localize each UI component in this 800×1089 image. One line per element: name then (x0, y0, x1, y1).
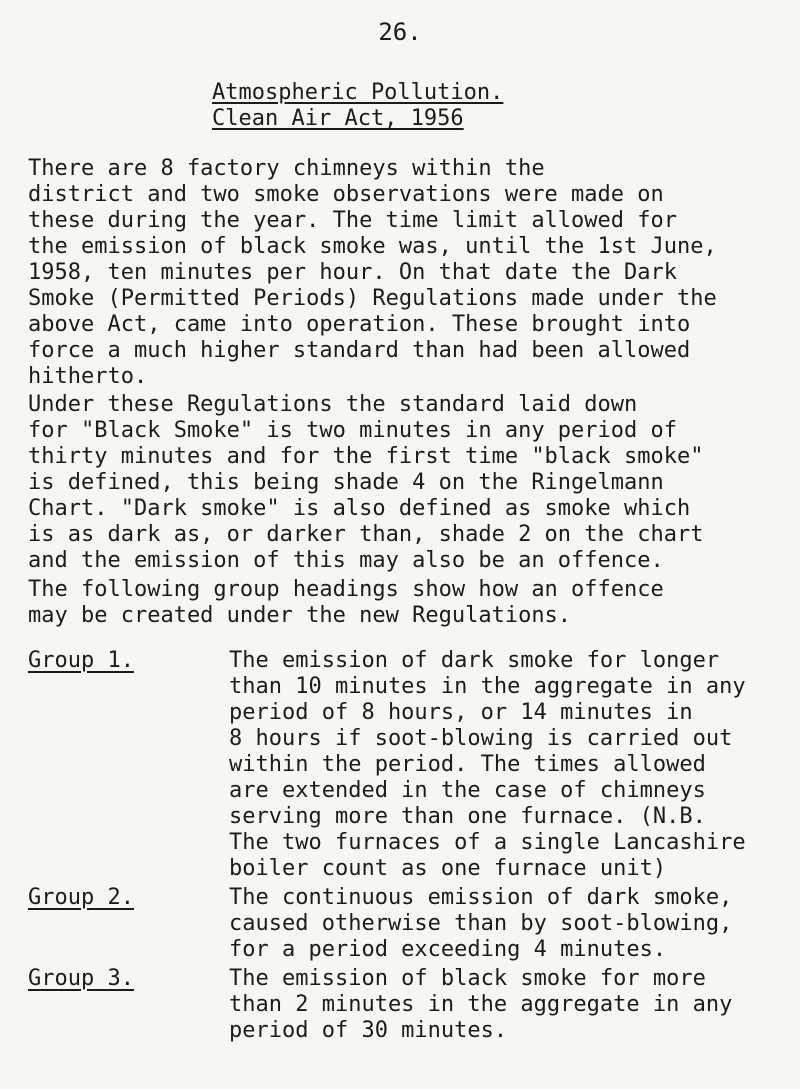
paragraph-line: hitherto. (28, 364, 148, 389)
paragraph-line: is defined, this being shade 4 on the Ringelmann (28, 470, 664, 495)
group-line: The continuous emission of dark smoke, (229, 885, 733, 910)
section-heading (212, 80, 503, 132)
page-number: 26. (378, 18, 422, 46)
group-line: for a period exceeding 4 minutes. (229, 937, 667, 962)
group-2-label: Group 2. (28, 885, 134, 910)
group-line: boiler count as one furnace unit) (229, 856, 667, 881)
paragraph-line: and the emission of this may also be an offence. (28, 548, 664, 573)
group-line: The emission of dark smoke for longer (229, 648, 720, 673)
paragraph-line: may be created under the new Regulations. (28, 603, 572, 628)
paragraph-line: thirty minutes and for the first time "black smoke" (28, 444, 704, 469)
group-2-text (229, 885, 799, 963)
group-line: The two furnaces of a single Lancashire (229, 830, 746, 855)
group-line: are extended in the case of chimneys (229, 778, 706, 803)
group-line: 8 hours if soot-blowing is carried out (229, 726, 733, 751)
paragraph-line: these during the year. The time limit allowed for (28, 208, 678, 233)
paragraph-line: Smoke (Permitted Periods) Regulations made under the (28, 286, 717, 311)
group-line: period of 30 minutes. (229, 1018, 508, 1043)
paragraph-2 (28, 392, 798, 574)
group-3-text (229, 966, 799, 1044)
paragraph-line: Under these Regulations the standard laid down (28, 392, 638, 417)
group-line: period of 8 hours, or 14 minutes in (229, 700, 693, 725)
group-1-text (229, 648, 799, 882)
paragraph-line: 1958, ten minutes per hour. On that date the Dark (28, 260, 678, 285)
heading-title: Atmospheric Pollution. (212, 80, 504, 105)
group-line: than 10 minutes in the aggregate in any (229, 674, 746, 699)
paragraph-line: Chart. "Dark smoke" is also defined as smoke which (28, 496, 691, 521)
paragraph-1 (28, 156, 798, 390)
paragraph-line: force a much higher standard than had been allowed (28, 338, 691, 363)
paragraph-3 (28, 577, 798, 629)
paragraph-line: There are 8 factory chimneys within the (28, 156, 545, 181)
group-line: The emission of black smoke for more (229, 966, 706, 991)
group-1-label: Group 1. (28, 648, 134, 673)
paragraph-line: the emission of black smoke was, until the 1st June, (28, 234, 717, 259)
group-line: serving more than one furnace. (N.B. (229, 804, 706, 829)
group-line: within the period. The times allowed (229, 752, 706, 777)
heading-subtitle: Clean Air Act, 1956 (212, 106, 464, 131)
paragraph-line: for "Black Smoke" is two minutes in any period of (28, 418, 678, 443)
paragraph-line: is as dark as, or darker than, shade 2 on the chart (28, 522, 704, 547)
group-line: than 2 minutes in the aggregate in any (229, 992, 733, 1017)
paragraph-line: above Act, came into operation. These brought into (28, 312, 691, 337)
paragraph-line: The following group headings show how an offence (28, 577, 664, 602)
group-3-label: Group 3. (28, 966, 134, 991)
paragraph-line: district and two smoke observations were made on (28, 182, 664, 207)
group-line: caused otherwise than by soot-blowing, (229, 911, 733, 936)
